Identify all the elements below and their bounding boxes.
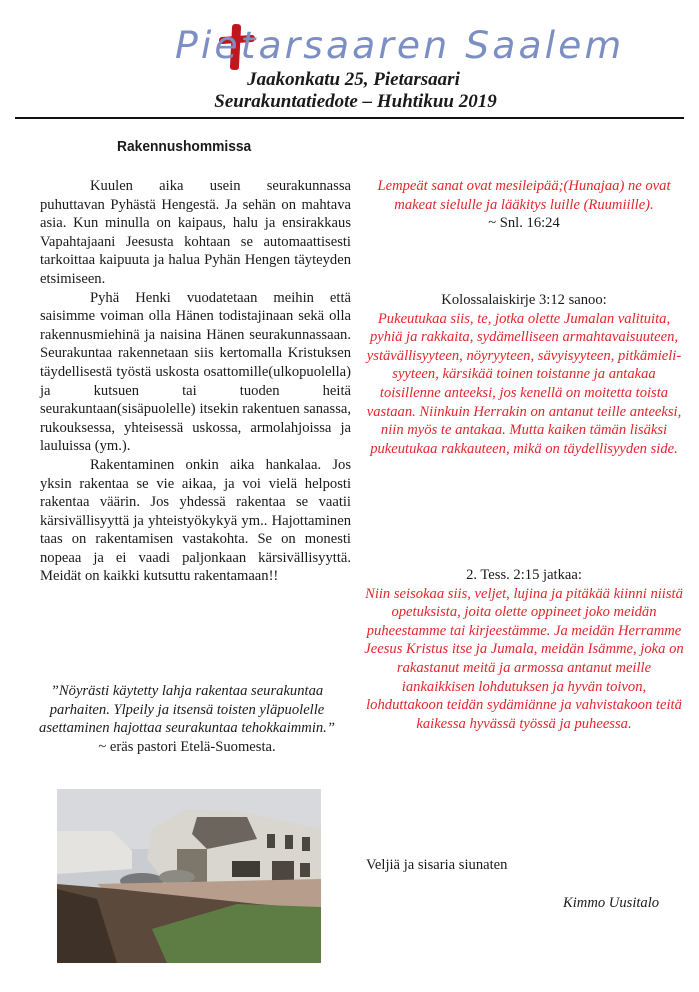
newsletter-issue: Seurakuntatiedote – Huhtikuu 2019: [214, 91, 497, 112]
closing-greeting: Veljiä ja sisaria siunaten: [366, 857, 508, 873]
verse-intro: Kolossalaiskirje 3:12 sanoo:: [441, 292, 607, 308]
pull-quote: [32, 682, 342, 756]
verse-reference: ~ Snl. 16:24: [488, 215, 560, 232]
verse-block: [364, 566, 684, 733]
verse-block: [364, 177, 684, 233]
author-signature: Kimmo Uusitalo: [563, 895, 660, 911]
photo-image: [57, 789, 321, 963]
demolished-building-photo: [57, 789, 321, 963]
verse-intro: 2. Tess. 2:15 jatkaa:: [466, 567, 582, 583]
verse-text: Pukeutukaa siis, te, jotka olette Jumalan valituita, pyhiä ja rakkaita, sydämelliseen armahtavaisuuteen, ystävällisyyteen, nöyryyteen, sävyisyyteen, pitkämieli-syyteen, kärsikää toinen toistanne ja antakaa toisillenne anteeksi, jos kenellä on moitetta toista vastaan. Niinkuin Herrakin on antanut teille anteeksi, niin myös te antakaa. Mutta kaiken tämän lisäksi pukeutukaa rakkauteen, mikä on täydellisyyden side.: [366, 310, 682, 457]
article-paragraph: Rakentaminen onkin aika hankalaa. Jos yksin rakentaa se vie aikaa, ja voi vielä helposti rakentaa väärin. Jos yhdessä rakentaa se vaatii kärsivällisyyttä ja yhteistyökykyä ym.. Hajottaminen taas on rakentamisen vastakohta. Se on monesti nopeaa ja ei vaadi paljonkaan kärsivällisyyttä. Meidät on kaikki kutsuttu rakentamaan!!: [40, 456, 351, 585]
newsletter-logo: [175, 20, 625, 70]
logo-text: Pietarsaaren Saalem: [175, 24, 625, 67]
article-body: [40, 177, 351, 586]
pull-quote-text: ”Nöyrästi käytetty lahja rakentaa seurakuntaa parhaiten. Ylpeily ja itsensä toisten yläpuolelle asettaminen hajottaa seurakuntaa tehokkaimmin.”: [39, 683, 335, 737]
header-divider: [15, 117, 684, 119]
article-paragraph: Kuulen aika usein seurakunnassa puhuttavan Pyhästä Hengestä. Ja sehän on mahtava asia. Kun minulla on kaipaus, halu ja ensirakkaus Vapahtajaani Jeesusta kohtaan se automaattisesti tarkoittaa kaipuuta ja halua Pyhän Hengen täyteyden etsimiseen.: [40, 178, 351, 287]
pull-quote-source: ~ eräs pastori Etelä-Suomesta.: [98, 738, 276, 755]
verse-text: Niin seisokaa siis, veljet, lujina ja pitäkää kiinni niistä opetuksista, joita olette oppineet joko meidän puheestamme tai kirjeestämme. Ja meidän Herramme Jeesus Kristus itse ja Jumala, meidän Isämme, joka on rakastanut meitä ja armossa antanut meille iankaikkisen lohdutuksen ja hyvän toivon, lohduttakoon teidän sydämiänne ja vahvistakoon teitä kaikessa hyvässä työssä ja puheessa.: [364, 585, 684, 732]
verse-block: [364, 291, 684, 458]
verse-text: Lempeät sanat ovat mesileipää;(Hunajaa) ne ovat makeat sielulle ja lääkitys luille (Ruumiille).: [377, 178, 671, 213]
church-address: Jaakonkatu 25, Pietarsaari: [247, 69, 460, 90]
article-paragraph: Pyhä Henki vuodatetaan meihin että saisimme voiman olla Hänen todistajinaan sekä olla rakennusmiehinä ja naisina Hänen seurakunnassaan. Seurakuntaa rakennetaan siis kertomalla Kristuksen täydellisestä työstä uskosta osattomille(ulkopuolella) ja kutsuen tai tuoden heitä seurakuntaan(sisäpuolelle) itsekin rakentuen sanassa, rukouksessa, yhteisessä uskossa, armolahjoissa ja lauluissa (ym.).: [40, 289, 351, 455]
article-title: Rakennushommissa: [117, 138, 252, 155]
